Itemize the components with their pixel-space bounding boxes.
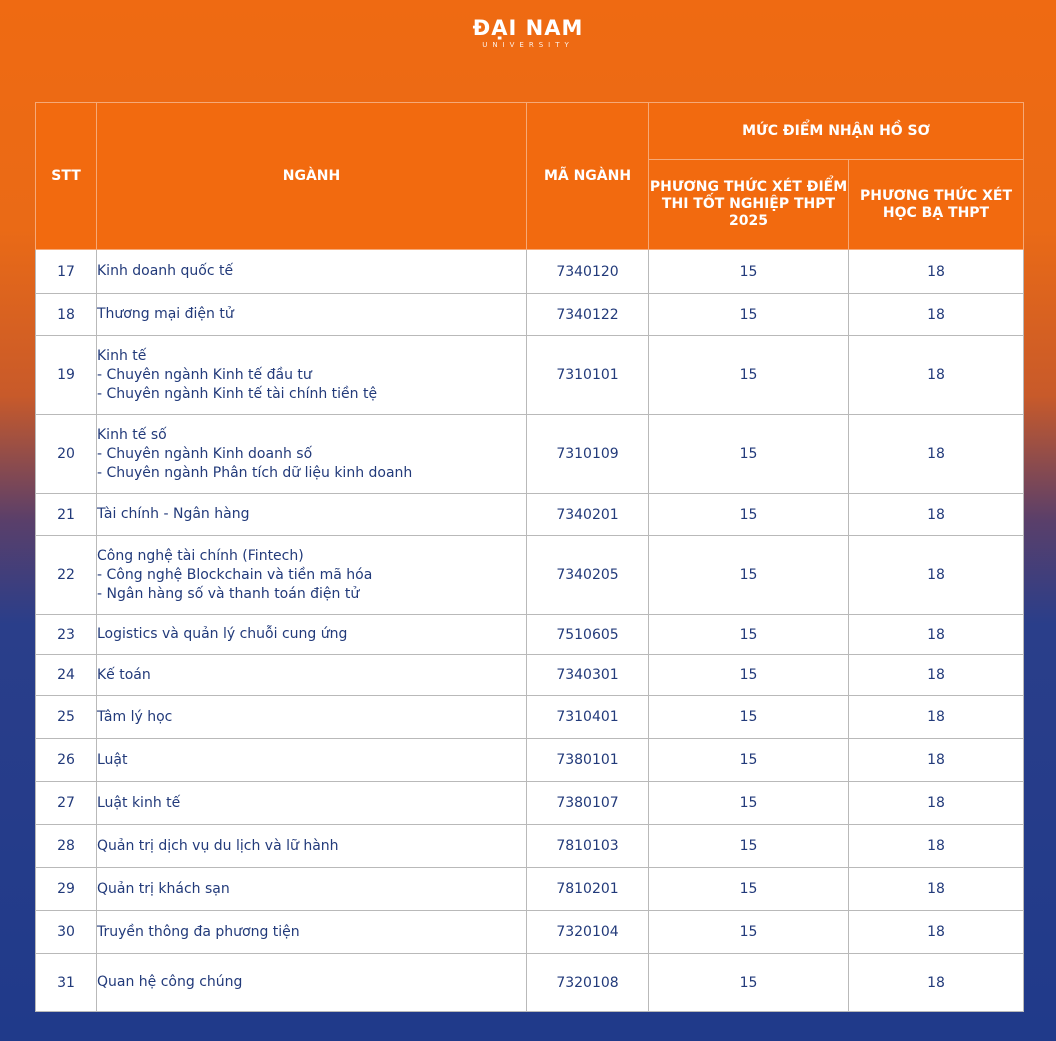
major-name: Kinh tế — [97, 347, 147, 364]
cell-score-transcript: 18 — [849, 696, 1024, 739]
cell-nganh — [97, 615, 527, 655]
major-name: Logistics và quản lý chuỗi cung ứng — [97, 626, 348, 642]
cell-nganh — [97, 954, 527, 1012]
cell-score-transcript: 18 — [849, 954, 1024, 1012]
cell-nganh — [97, 825, 527, 868]
cell-stt: 22 — [36, 536, 97, 615]
cell-nganh — [97, 250, 527, 294]
cell-score-transcript: 18 — [849, 655, 1024, 696]
cell-ma-nganh: 7340201 — [527, 494, 649, 536]
cell-nganh — [97, 911, 527, 954]
cell-ma-nganh: 7320104 — [527, 911, 649, 954]
cell-nganh — [97, 655, 527, 696]
cell-ma-nganh: 7810103 — [527, 825, 649, 868]
cell-score-transcript: 18 — [849, 415, 1024, 494]
cell-ma-nganh: 7340205 — [527, 536, 649, 615]
cell-ma-nganh: 7310401 — [527, 696, 649, 739]
cell-nganh — [97, 868, 527, 911]
table-row — [36, 954, 1024, 1012]
header-method-transcript: PHƯƠNG THỨC XÉT HỌC BẠ THPT — [849, 160, 1024, 250]
table-row — [36, 536, 1024, 615]
cell-score-exam: 15 — [649, 825, 849, 868]
header-method-exam: PHƯƠNG THỨC XÉT ĐIỂM THI TỐT NGHIỆP THPT 2025 — [649, 160, 849, 250]
specialization-line: - Chuyên ngành Kinh tế tài chính tiền tệ — [97, 385, 378, 402]
table-row — [36, 250, 1024, 294]
major-name: Luật — [97, 751, 128, 768]
cell-stt: 21 — [36, 494, 97, 536]
header-stt: STT — [36, 103, 97, 250]
table-body — [36, 250, 1024, 1012]
table-row — [36, 415, 1024, 494]
header-nganh: NGÀNH — [97, 103, 527, 250]
major-name: Truyền thông đa phương tiện — [97, 923, 300, 940]
cell-score-transcript: 18 — [849, 494, 1024, 536]
cell-score-exam: 15 — [649, 415, 849, 494]
table-row — [36, 336, 1024, 415]
major-name: Kế toán — [97, 666, 151, 683]
cell-score-exam: 15 — [649, 696, 849, 739]
cell-score-exam: 15 — [649, 494, 849, 536]
table-row — [36, 655, 1024, 696]
logo-name: ĐẠI NAM — [472, 16, 584, 40]
cell-score-exam: 15 — [649, 868, 849, 911]
cell-score-exam: 15 — [649, 336, 849, 415]
university-logo — [0, 16, 1056, 50]
cell-score-transcript: 18 — [849, 739, 1024, 782]
specialization-line: - Công nghệ Blockchain và tiền mã hóa — [97, 566, 373, 583]
specialization-line: - Chuyên ngành Kinh tế đầu tư — [97, 366, 312, 383]
table-row — [36, 782, 1024, 825]
table-row — [36, 615, 1024, 655]
table-row — [36, 739, 1024, 782]
cell-nganh — [97, 739, 527, 782]
cell-score-exam: 15 — [649, 655, 849, 696]
cell-ma-nganh: 7340122 — [527, 294, 649, 336]
cell-ma-nganh: 7380101 — [527, 739, 649, 782]
major-name: Luật kinh tế — [97, 794, 181, 811]
table-row — [36, 911, 1024, 954]
cell-score-exam: 15 — [649, 782, 849, 825]
cell-ma-nganh: 7340120 — [527, 250, 649, 294]
cell-score-transcript: 18 — [849, 825, 1024, 868]
cell-stt: 19 — [36, 336, 97, 415]
major-name: Kinh tế số — [97, 426, 167, 443]
cell-stt: 28 — [36, 825, 97, 868]
cell-stt: 18 — [36, 294, 97, 336]
cell-stt: 29 — [36, 868, 97, 911]
cell-stt: 17 — [36, 250, 97, 294]
cell-score-exam: 15 — [649, 294, 849, 336]
cell-score-exam: 15 — [649, 739, 849, 782]
cell-score-transcript: 18 — [849, 336, 1024, 415]
cell-stt: 26 — [36, 739, 97, 782]
table-row — [36, 294, 1024, 336]
major-name: Tâm lý học — [97, 708, 173, 725]
cell-ma-nganh: 7310101 — [527, 336, 649, 415]
cell-ma-nganh: 7320108 — [527, 954, 649, 1012]
cell-stt: 27 — [36, 782, 97, 825]
logo-subtitle: UNIVERSITY — [482, 41, 574, 49]
cell-score-exam: 15 — [649, 250, 849, 294]
cell-ma-nganh: 7510605 — [527, 615, 649, 655]
cell-nganh — [97, 536, 527, 615]
table-row — [36, 825, 1024, 868]
major-name: Quan hệ công chúng — [97, 974, 243, 990]
specialization-line: - Chuyên ngành Phân tích dữ liệu kinh doanh — [97, 464, 413, 481]
cell-score-transcript: 18 — [849, 536, 1024, 615]
cell-ma-nganh: 7810201 — [527, 868, 649, 911]
cell-ma-nganh: 7310109 — [527, 415, 649, 494]
cell-nganh — [97, 336, 527, 415]
cell-score-transcript: 18 — [849, 782, 1024, 825]
cell-nganh — [97, 782, 527, 825]
admission-score-table — [35, 102, 1024, 1012]
major-name: Tài chính - Ngân hàng — [97, 506, 250, 522]
cell-score-transcript: 18 — [849, 868, 1024, 911]
header-ma-nganh: MÃ NGÀNH — [527, 103, 649, 250]
cell-score-transcript: 18 — [849, 294, 1024, 336]
cell-score-transcript: 18 — [849, 911, 1024, 954]
cell-ma-nganh: 7340301 — [527, 655, 649, 696]
cell-score-transcript: 18 — [849, 250, 1024, 294]
cell-nganh — [97, 696, 527, 739]
specialization-line: - Ngân hàng số và thanh toán điện tử — [97, 585, 360, 602]
cell-nganh — [97, 494, 527, 536]
specialization-line: - Chuyên ngành Kinh doanh số — [97, 445, 313, 462]
cell-stt: 30 — [36, 911, 97, 954]
cell-stt: 31 — [36, 954, 97, 1012]
cell-stt: 20 — [36, 415, 97, 494]
table-row — [36, 494, 1024, 536]
cell-nganh — [97, 415, 527, 494]
table-row — [36, 696, 1024, 739]
cell-score-exam: 15 — [649, 615, 849, 655]
major-name: Công nghệ tài chính (Fintech) — [97, 547, 304, 564]
table-row — [36, 868, 1024, 911]
cell-stt: 24 — [36, 655, 97, 696]
cell-ma-nganh: 7380107 — [527, 782, 649, 825]
major-name: Quản trị khách sạn — [97, 880, 230, 897]
cell-nganh — [97, 294, 527, 336]
cell-score-exam: 15 — [649, 536, 849, 615]
major-name: Thương mại điện tử — [97, 306, 234, 322]
major-name: Quản trị dịch vụ du lịch và lữ hành — [97, 837, 339, 854]
header-score-group: MỨC ĐIỂM NHẬN HỒ SƠ — [649, 103, 1024, 160]
cell-score-exam: 15 — [649, 954, 849, 1012]
cell-score-transcript: 18 — [849, 615, 1024, 655]
major-name: Kinh doanh quốc tế — [97, 263, 234, 279]
cell-stt: 23 — [36, 615, 97, 655]
cell-score-exam: 15 — [649, 911, 849, 954]
cell-stt: 25 — [36, 696, 97, 739]
